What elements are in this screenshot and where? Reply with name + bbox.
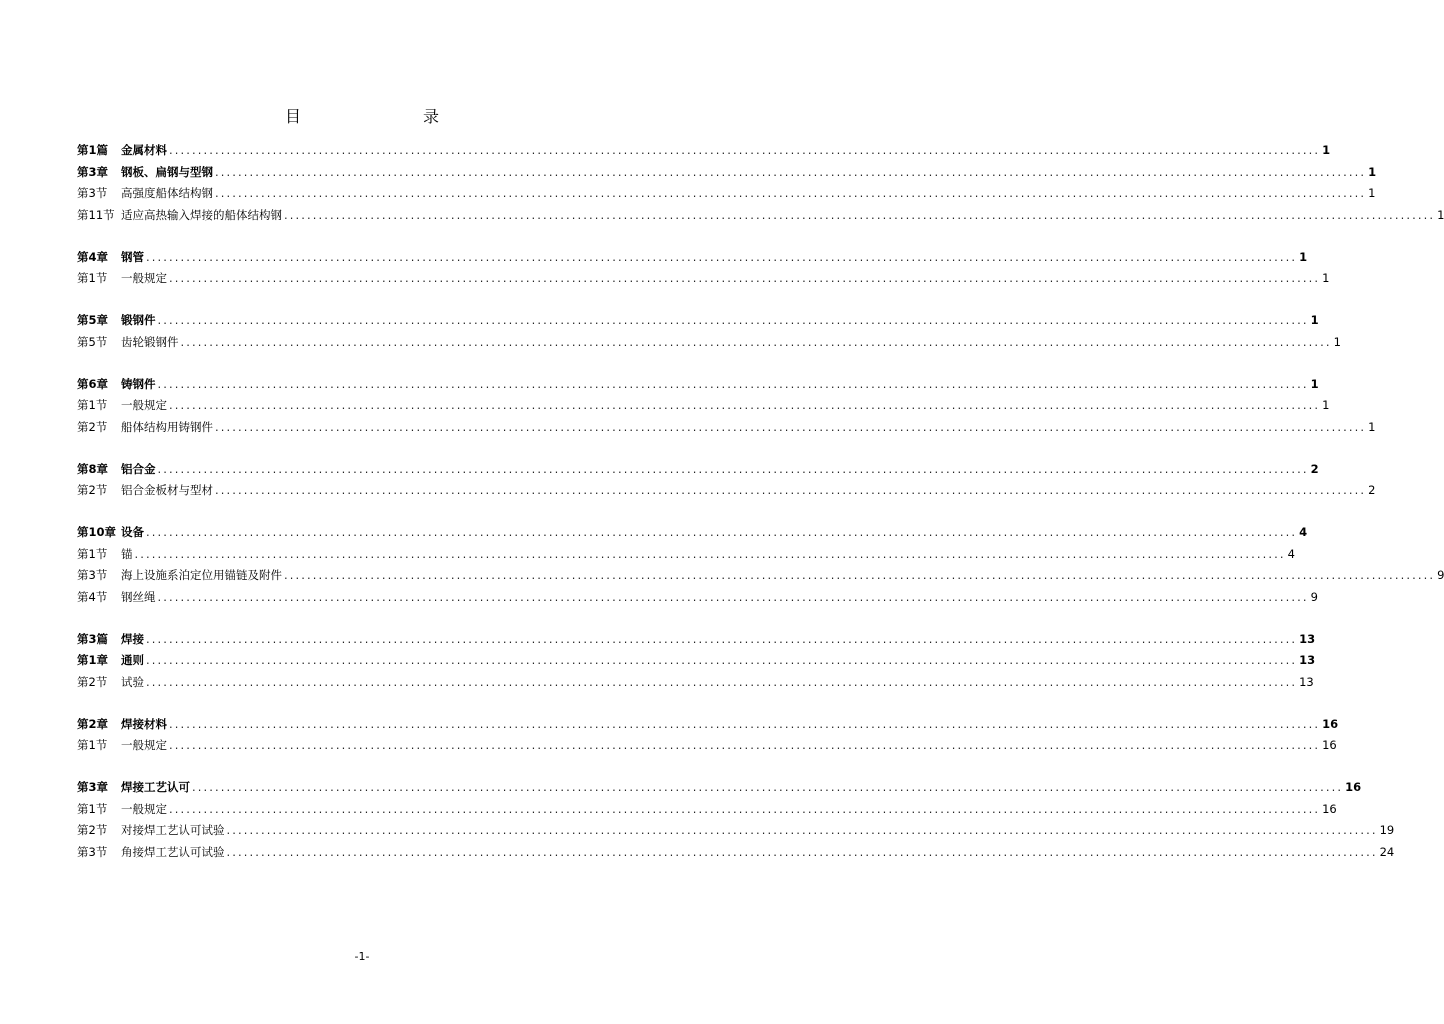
toc-entry-page: 9 — [1437, 568, 1444, 582]
toc-entry-number: 第3章 — [77, 164, 109, 179]
toc-entry-label: 海上设施系泊定位用锚链及附件 — [121, 568, 282, 582]
toc-entry-page: 1 — [1322, 143, 1331, 157]
dot-leader: ........................................................................................................................................................................................................ — [169, 143, 1321, 157]
dot-leader: ........................................................................................................................................................................................................ — [157, 461, 1309, 476]
toc-entry-page: 1 — [1368, 186, 1376, 200]
toc-entry-number: 第2章 — [77, 716, 109, 731]
toc-group — [77, 629, 1316, 694]
dot-leader: ........................................................................................................................................................................................................ — [146, 525, 1298, 539]
toc-entry[interactable] — [77, 544, 1295, 566]
toc-entry[interactable] — [77, 459, 1319, 481]
toc-entry-label: 高强度船体结构钢 — [121, 186, 213, 200]
toc-entry-number: 第3章 — [77, 780, 109, 794]
toc-entry-page: 1 — [1368, 419, 1376, 434]
toc-entry-page: 16 — [1322, 716, 1339, 731]
toc-entry-page: 4 — [1299, 525, 1308, 539]
toc-entry-number: 第4章 — [77, 249, 109, 264]
toc-entry[interactable] — [77, 374, 1319, 396]
toc-entry-page: 2 — [1310, 461, 1319, 476]
toc-entry-number: 第3篇 — [77, 631, 109, 646]
dot-leader: ........................................................................................................................................................................................................ — [215, 419, 1367, 434]
page-number: -1- — [354, 950, 370, 963]
dot-leader: ........................................................................................................................................................................................................ — [169, 801, 1321, 816]
toc-entry[interactable] — [77, 247, 1308, 269]
toc-group — [77, 247, 1330, 290]
toc-entry-page: 16 — [1322, 801, 1337, 816]
toc-group — [77, 374, 1376, 439]
toc-entry-label: 一般规定 — [121, 801, 167, 816]
toc-entry-page: 13 — [1299, 631, 1316, 646]
toc-entry-page: 16 — [1322, 738, 1337, 752]
toc-entry-number: 第1章 — [77, 653, 109, 667]
dot-leader: ........................................................................................................................................................................................................ — [226, 844, 1378, 859]
toc-entry[interactable] — [77, 714, 1339, 736]
toc-entry-label: 钢丝绳 — [121, 589, 156, 604]
dot-leader: ........................................................................................................................................................................................................ — [134, 546, 1286, 561]
dot-leader: ........................................................................................................................................................................................................ — [157, 589, 1309, 604]
toc-entry-page: 9 — [1310, 589, 1318, 604]
toc-entry-label: 通则 — [121, 653, 144, 667]
toc-entry-number: 第8章 — [77, 461, 109, 476]
toc-entry[interactable] — [77, 183, 1376, 205]
dot-leader: ........................................................................................................................................................................................................ — [169, 398, 1321, 412]
toc-group — [77, 459, 1376, 502]
toc-entry-label: 焊接 — [121, 631, 144, 646]
toc-entry[interactable] — [77, 735, 1337, 757]
toc-entry-label: 铝合金板材与型材 — [121, 483, 213, 497]
toc-entry[interactable] — [77, 310, 1319, 332]
dot-leader: ........................................................................................................................................................................................................ — [146, 249, 1298, 264]
toc-entry-label: 钢板、扁钢与型钢 — [121, 164, 213, 179]
dot-leader: ........................................................................................................................................................................................................ — [226, 823, 1378, 837]
toc-group — [77, 310, 1341, 353]
table-of-contents — [77, 140, 1444, 884]
dot-leader: ........................................................................................................................................................................................................ — [169, 738, 1321, 752]
toc-entry-number: 第1节 — [77, 801, 108, 816]
toc-entry-label: 铸钢件 — [121, 376, 156, 391]
toc-entry-number: 第10章 — [77, 525, 117, 539]
toc-group — [77, 714, 1339, 757]
toc-entry-number: 第2节 — [77, 483, 108, 497]
toc-entry-label: 一般规定 — [121, 398, 167, 412]
toc-entry[interactable] — [77, 672, 1314, 694]
dot-leader: ........................................................................................................................................................................................................ — [215, 483, 1367, 497]
toc-entry-number: 第5章 — [77, 313, 109, 327]
toc-entry-number: 第1节 — [77, 271, 108, 285]
toc-entry-label: 一般规定 — [121, 271, 167, 285]
toc-entry-number: 第2节 — [77, 823, 108, 837]
dot-leader: ........................................................................................................................................................................................................ — [146, 653, 1298, 667]
toc-entry[interactable] — [77, 417, 1376, 439]
toc-entry-label: 适应高热输入焊接的船体结构钢 — [121, 207, 282, 222]
toc-entry[interactable] — [77, 522, 1308, 544]
page-title: 目 录 — [284, 107, 469, 126]
toc-group — [77, 522, 1444, 608]
toc-entry[interactable] — [77, 820, 1395, 842]
dot-leader: ........................................................................................................................................................................................................ — [215, 164, 1367, 179]
toc-entry-label: 试验 — [121, 674, 144, 689]
toc-entry[interactable] — [77, 205, 1444, 227]
toc-entry-page: 1 — [1437, 207, 1444, 222]
toc-entry-label: 钢管 — [121, 249, 144, 264]
toc-entry-label: 齿轮锻钢件 — [121, 334, 179, 349]
toc-entry[interactable] — [77, 140, 1331, 162]
toc-entry-page: 1 — [1368, 164, 1377, 179]
toc-entry-number: 第2节 — [77, 419, 108, 434]
toc-entry-page: 4 — [1287, 546, 1295, 561]
toc-entry[interactable] — [77, 480, 1376, 502]
toc-entry-number: 第2节 — [77, 674, 108, 689]
toc-entry-label: 锚 — [121, 546, 133, 561]
toc-entry[interactable] — [77, 587, 1318, 609]
toc-entry-page: 1 — [1333, 334, 1341, 349]
toc-group — [77, 140, 1444, 226]
toc-entry-number: 第1篇 — [77, 143, 109, 157]
toc-entry-number: 第4节 — [77, 589, 108, 604]
toc-entry-page: 13 — [1299, 653, 1316, 667]
toc-entry-label: 焊接材料 — [121, 716, 167, 731]
dot-leader: ........................................................................................................................................................................................................ — [157, 376, 1309, 391]
toc-entry-number: 第3节 — [77, 568, 108, 582]
dot-leader: ........................................................................................................................................................................................................ — [215, 186, 1367, 200]
toc-entry[interactable] — [77, 799, 1337, 821]
dot-leader: ........................................................................................................................................................................................................ — [192, 780, 1344, 794]
toc-entry-number: 第11节 — [77, 207, 115, 222]
toc-entry[interactable] — [77, 395, 1330, 417]
toc-entry[interactable] — [77, 629, 1316, 651]
toc-entry-page: 24 — [1379, 844, 1395, 859]
toc-entry[interactable] — [77, 842, 1395, 864]
toc-entry-page: 1 — [1310, 313, 1319, 327]
toc-entry[interactable] — [77, 565, 1444, 587]
toc-entry-page: 13 — [1299, 674, 1314, 689]
toc-entry[interactable] — [77, 332, 1341, 354]
toc-entry-label: 对接焊工艺认可试验 — [121, 823, 225, 837]
toc-entry-number: 第3节 — [77, 844, 108, 859]
toc-entry-label: 设备 — [121, 525, 144, 539]
toc-entry-label: 焊接工艺认可 — [121, 780, 190, 794]
dot-leader: ........................................................................................................................................................................................................ — [146, 674, 1298, 689]
toc-group — [77, 777, 1395, 863]
dot-leader: ........................................................................................................................................................................................................ — [169, 271, 1321, 285]
toc-entry-page: 1 — [1322, 271, 1330, 285]
toc-entry-number: 第1节 — [77, 398, 108, 412]
dot-leader: ........................................................................................................................................................................................................ — [146, 631, 1298, 646]
toc-entry-number: 第1节 — [77, 546, 108, 561]
toc-entry-number: 第6章 — [77, 376, 109, 391]
toc-entry[interactable] — [77, 162, 1377, 184]
dot-leader: ........................................................................................................................................................................................................ — [180, 334, 1332, 349]
toc-entry-page: 1 — [1310, 376, 1319, 391]
toc-entry-page: 2 — [1368, 483, 1376, 497]
toc-entry-number: 第1节 — [77, 738, 108, 752]
toc-entry-label: 一般规定 — [121, 738, 167, 752]
dot-leader: ........................................................................................................................................................................................................ — [284, 207, 1436, 222]
toc-entry-label: 船体结构用铸钢件 — [121, 419, 213, 434]
toc-entry-label: 金属材料 — [121, 143, 167, 157]
toc-entry-page: 1 — [1299, 249, 1308, 264]
dot-leader: ........................................................................................................................................................................................................ — [284, 568, 1436, 582]
toc-entry[interactable] — [77, 650, 1316, 672]
toc-entry-page: 19 — [1379, 823, 1395, 837]
toc-entry-page: 16 — [1345, 780, 1362, 794]
toc-entry-number: 第3节 — [77, 186, 108, 200]
toc-entry[interactable] — [77, 777, 1362, 799]
toc-entry[interactable] — [77, 268, 1330, 290]
toc-entry-label: 角接焊工艺认可试验 — [121, 844, 225, 859]
toc-entry-label: 锻钢件 — [121, 313, 156, 327]
toc-entry-number: 第5节 — [77, 334, 108, 349]
toc-entry-label: 铝合金 — [121, 461, 156, 476]
toc-entry-page: 1 — [1322, 398, 1330, 412]
dot-leader: ........................................................................................................................................................................................................ — [169, 716, 1321, 731]
dot-leader: ........................................................................................................................................................................................................ — [157, 313, 1309, 327]
